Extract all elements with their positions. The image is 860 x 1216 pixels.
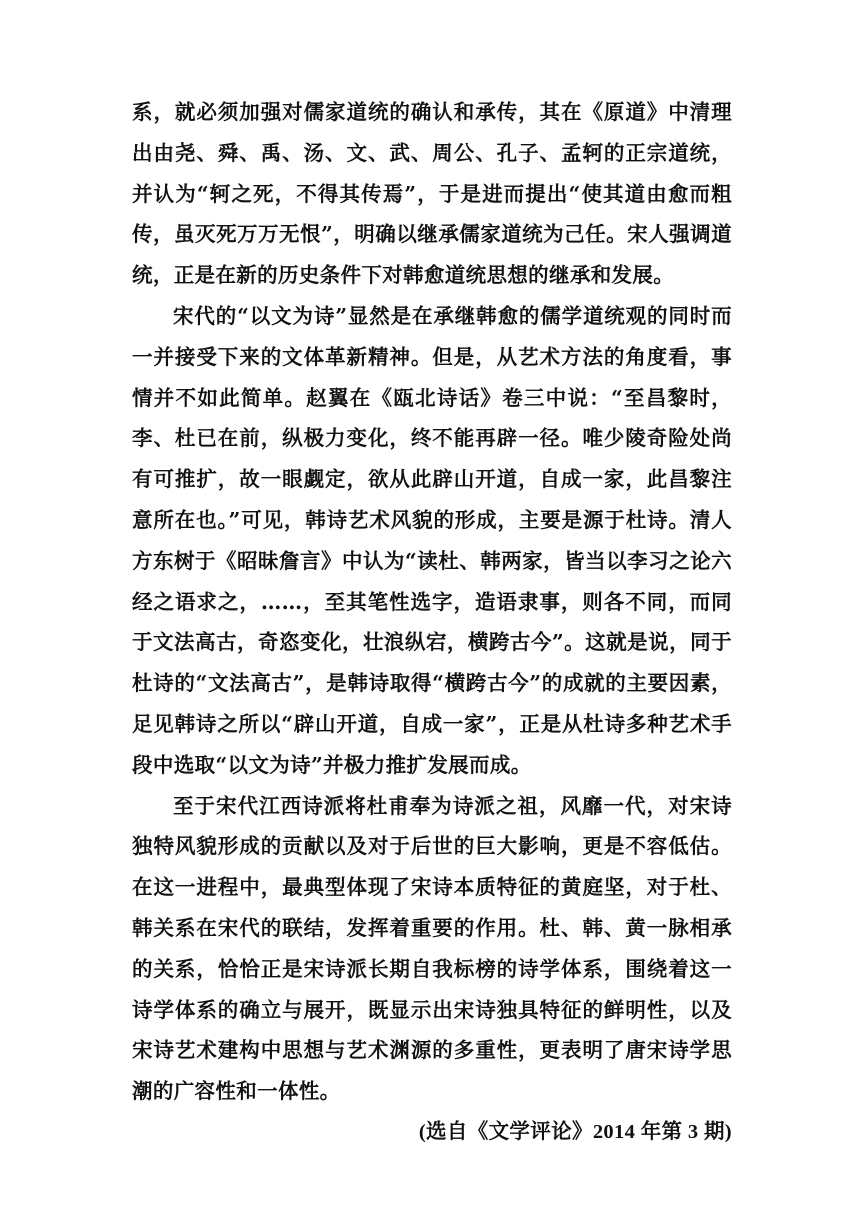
source-citation: (选自《文学评论》2014 年第 3 期) [418, 1120, 732, 1143]
paragraph-wen-wei-shi: 宋代的“以文为诗”显然是在承继韩愈的儒学道统观的同时而一并接受下来的文体革新精神。但是，从艺术方法的角度看，事情并不如此简单。赵翼在《瓯北诗话》卷三中说：“至昌黎时，李、杜已在前，纵极力变化，终不能再辟一径。唯少陵奇险处尚有可推扩，故一眼觑定，欲从此辟山开道，自成一家，此昌黎注意所在也。”可见，韩诗艺术风貌的形成，主要是源于杜诗。清人方东树于《昭昧詹言》中认为“读杜、韩两家，皆当以李习之论六经之语求之，……，至其笔性选字，造语隶事，则各不同，而同于文法高古，奇恣变化，壮浪纵宕，横跨古今”。这就是说，同于杜诗的“文法高古”，是韩诗取得“横跨古今”的成就的主要因素，足见韩诗之所以“辟山开道，自成一家”，正是从杜诗多种艺术手段中选取“以文为诗”并极力推扩发展而成。 [132, 303, 732, 777]
paragraph-continuation: 系，就必须加强对儒家道统的确认和承传，其在《原道》中清理出由尧、舜、禹、汤、文、武、周公、孔子、孟轲的正宗道统，并认为“轲之死，不得其传焉”，于是进而提出“使其道由愈而粗传，虽灭死万万无恨”，明确以继承儒家道统为己任。宋人强调道统，正是在新的历史条件下对韩愈道统思想的继承和发展。 [132, 100, 732, 288]
article-body [132, 92, 732, 1153]
paragraph-jiangxi-school: 至于宋代江西诗派将杜甫奉为诗派之祖，风靡一代，对宋诗独特风貌形成的贡献以及对于后世的巨大影响，更是不容低估。在这一进程中，最典型体现了宋诗本质特征的黄庭坚，对于杜、韩关系在宋代的联结，发挥着重要的作用。杜、韩、黄一脉相承的关系，恰恰正是宋诗派长期自我标榜的诗学体系，围绕着这一诗学体系的确立与展开，既显示出宋诗独具特征的鲜明性，以及宋诗艺术建构中思想与艺术渊源的多重性，更表明了唐宋诗学思潮的广容性和一体性。 [132, 793, 732, 1104]
